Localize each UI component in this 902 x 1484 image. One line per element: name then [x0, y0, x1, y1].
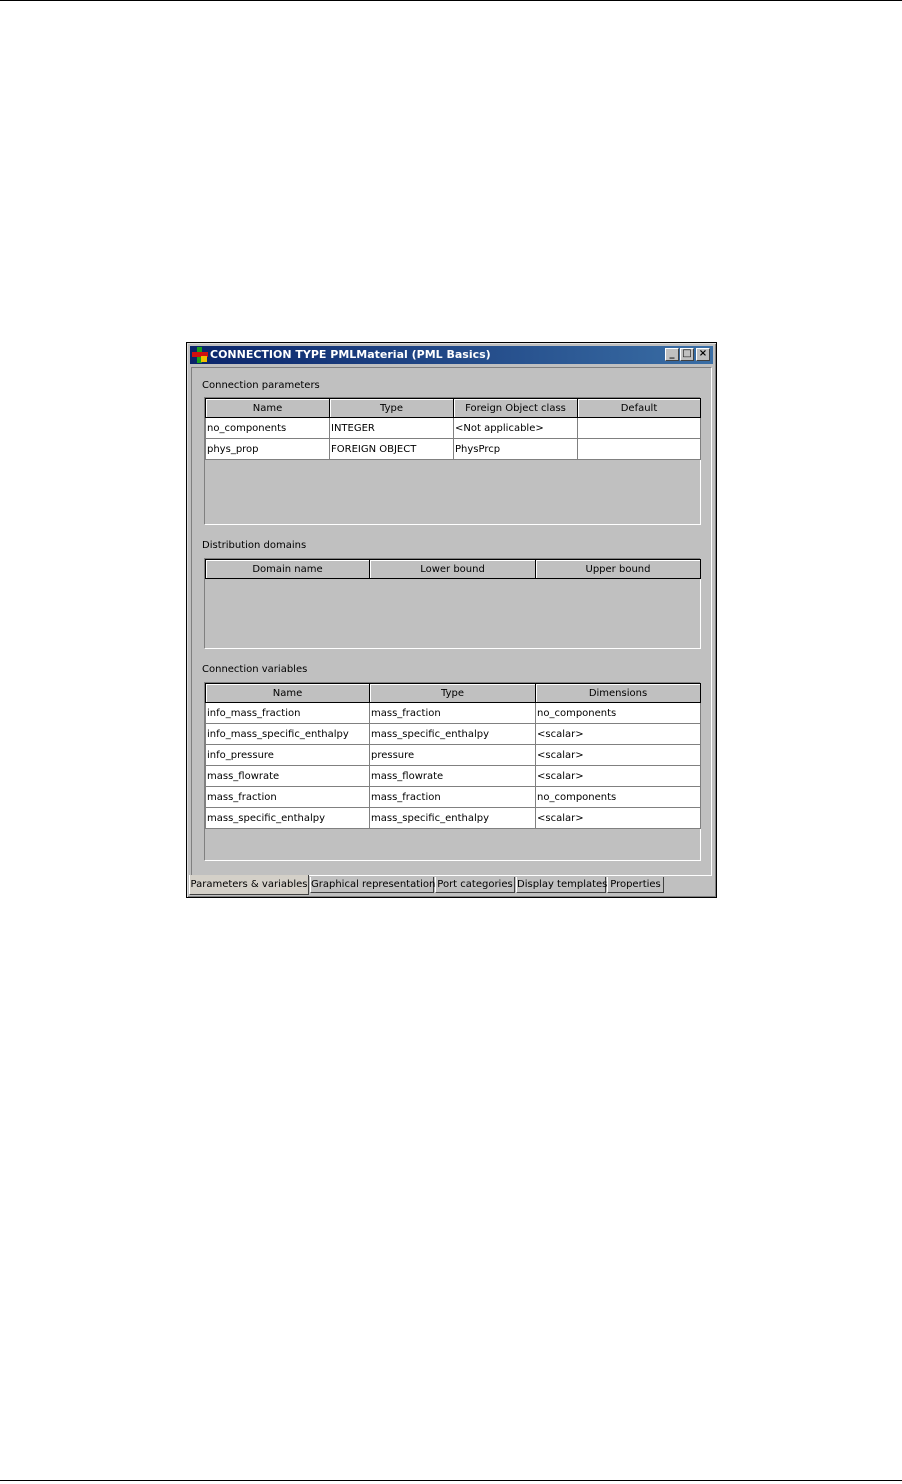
- table-cell[interactable]: no_components: [536, 787, 701, 808]
- connection-variables-grid[interactable]: [204, 682, 701, 861]
- table-cell[interactable]: no_components: [536, 703, 701, 724]
- table-cell[interactable]: mass_specific_enthalpy: [370, 808, 536, 829]
- table-cell[interactable]: mass_fraction: [206, 787, 370, 808]
- title-bar[interactable]: [190, 346, 713, 364]
- table-cell[interactable]: no_components: [206, 418, 330, 439]
- column-header[interactable]: Name: [206, 684, 370, 703]
- table-cell[interactable]: mass_fraction: [370, 787, 536, 808]
- tab-parameters-variables[interactable]: Parameters & variables: [189, 875, 309, 895]
- close-button[interactable]: ×: [696, 348, 710, 361]
- page-bottom-rule: [0, 1480, 902, 1481]
- tab-port-categories[interactable]: Port categories: [435, 877, 515, 893]
- table-cell[interactable]: [578, 418, 701, 439]
- connection-parameters-grid[interactable]: [204, 397, 701, 525]
- table-row[interactable]: [206, 418, 701, 439]
- column-header[interactable]: Name: [206, 399, 330, 418]
- column-header[interactable]: Type: [330, 399, 454, 418]
- table-cell[interactable]: <Not applicable>: [454, 418, 578, 439]
- minimize-button[interactable]: _: [665, 348, 679, 361]
- table-cell[interactable]: PhysPrcp: [454, 439, 578, 460]
- table-cell[interactable]: FOREIGN OBJECT: [330, 439, 454, 460]
- table-row[interactable]: [206, 724, 701, 745]
- column-header[interactable]: Lower bound: [370, 560, 536, 579]
- table-cell[interactable]: <scalar>: [536, 745, 701, 766]
- page-top-rule: [0, 0, 902, 1]
- table-cell[interactable]: info_mass_fraction: [206, 703, 370, 724]
- table-row[interactable]: [206, 703, 701, 724]
- table-row[interactable]: [206, 439, 701, 460]
- table-header-row: [206, 560, 701, 579]
- table-cell[interactable]: <scalar>: [536, 808, 701, 829]
- column-header[interactable]: Domain name: [206, 560, 370, 579]
- table-cell[interactable]: info_mass_specific_enthalpy: [206, 724, 370, 745]
- table-cell[interactable]: mass_specific_enthalpy: [370, 724, 536, 745]
- app-icon: [192, 347, 208, 363]
- table-cell[interactable]: <scalar>: [536, 724, 701, 745]
- table-header-row: [206, 684, 701, 703]
- table-cell[interactable]: pressure: [370, 745, 536, 766]
- connection-parameters-label: Connection parameters: [202, 380, 320, 391]
- table-row[interactable]: [206, 808, 701, 829]
- table-cell[interactable]: INTEGER: [330, 418, 454, 439]
- distribution-domains-label: Distribution domains: [202, 540, 307, 551]
- table-cell[interactable]: phys_prop: [206, 439, 330, 460]
- table-cell[interactable]: info_pressure: [206, 745, 370, 766]
- table-row[interactable]: [206, 766, 701, 787]
- column-header[interactable]: Type: [370, 684, 536, 703]
- maximize-button[interactable]: □: [680, 348, 694, 361]
- connection-variables-label: Connection variables: [202, 664, 308, 675]
- connection-type-window: [186, 342, 717, 898]
- column-header[interactable]: Dimensions: [536, 684, 701, 703]
- parameters-variables-panel: [191, 367, 712, 876]
- column-header[interactable]: Upper bound: [536, 560, 701, 579]
- table-cell[interactable]: mass_flowrate: [206, 766, 370, 787]
- window-title: CONNECTION TYPE PMLMaterial (PML Basics): [210, 348, 491, 361]
- table-row[interactable]: [206, 745, 701, 766]
- table-header-row: [206, 399, 701, 418]
- distribution-domains-grid[interactable]: [204, 558, 701, 649]
- tab-properties[interactable]: Properties: [607, 877, 664, 893]
- tab-graphical-representation[interactable]: Graphical representation: [310, 877, 434, 893]
- table-row[interactable]: [206, 787, 701, 808]
- column-header[interactable]: Foreign Object class: [454, 399, 578, 418]
- table-cell[interactable]: <scalar>: [536, 766, 701, 787]
- table-cell[interactable]: mass_fraction: [370, 703, 536, 724]
- column-header[interactable]: Default: [578, 399, 701, 418]
- tab-display-templates[interactable]: Display templates: [516, 877, 606, 893]
- table-cell[interactable]: [578, 439, 701, 460]
- table-cell[interactable]: mass_specific_enthalpy: [206, 808, 370, 829]
- table-cell[interactable]: mass_flowrate: [370, 766, 536, 787]
